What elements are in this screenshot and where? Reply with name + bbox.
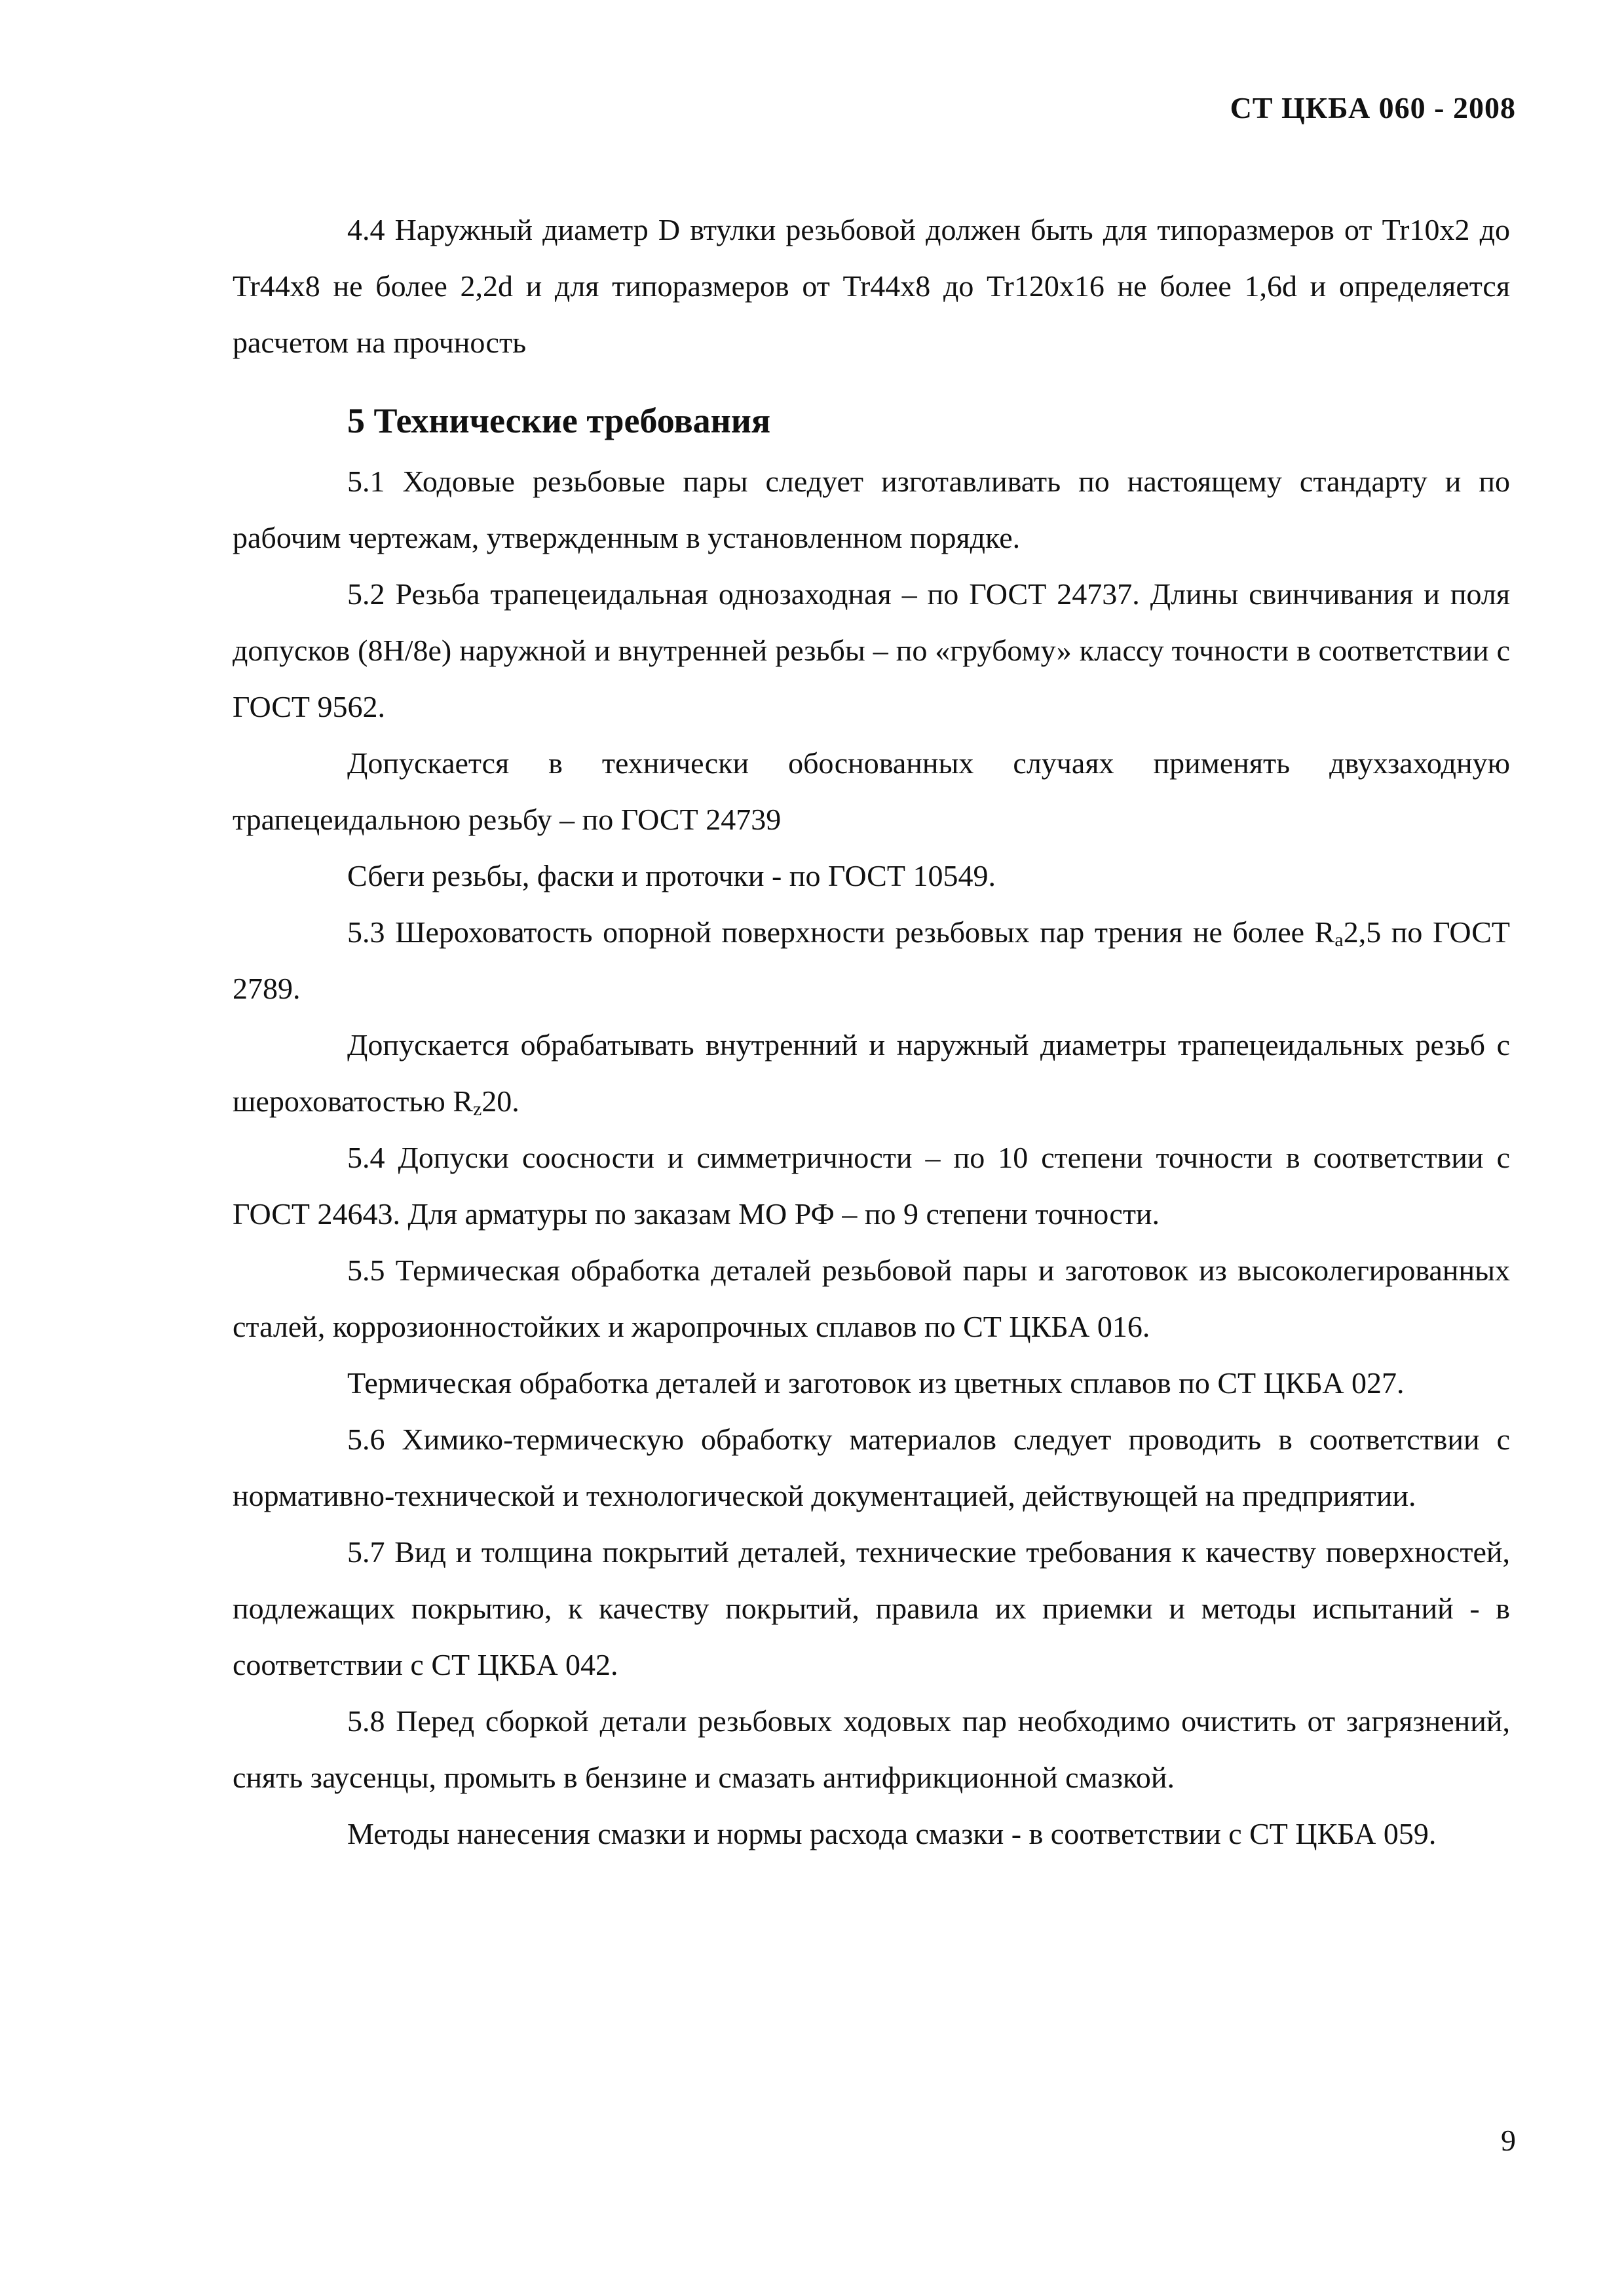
roughness-subscript-z: z (472, 1098, 482, 1120)
clause-5-7: 5.7 Вид и толщина покрытий деталей, технические требования к качеству поверхностей, подлежащих покрытию, к качеству покрытий, правила их приемки и методы испытаний - в соответствии с СТ ЦКБА 042. (233, 1535, 1510, 1681)
clause-5-1: 5.1 Ходовые резьбовые пары следует изготавливать по настоящему стандарту и по рабочим чертежам, утвержденным в установленном порядке. (233, 465, 1510, 554)
document-body (233, 202, 1510, 1862)
clause-5-6: 5.6 Химико-термическую обработку материалов следует проводить в соответствии с нормативно-технической и технологической документацией, действующей на предприятии. (233, 1423, 1510, 1512)
roughness-subscript-a: a (1334, 929, 1344, 951)
section-5-title: 5 Технические требования (347, 401, 771, 440)
clause-5-2-runouts: Сбеги резьбы, фаски и проточки - по ГОСТ 10549. (347, 859, 996, 892)
clause-5-3-permission (233, 1017, 1510, 1130)
clause-5-8: 5.8 Перед сборкой детали резьбовых ходовых пар необходимо очистить от загрязнений, снять заусенцы, промыть в бензине и смазать антифрикционной смазкой. (233, 1704, 1510, 1794)
clause-5-3-permission-tail: 20. (482, 1084, 519, 1118)
clause-5-8-lubrication: Методы нанесения смазки и нормы расхода смазки - в соответствии с СТ ЦКБА 059. (347, 1817, 1437, 1850)
document-header-id: СТ ЦКБА 060 - 2008 (1230, 91, 1516, 124)
clause-5-5: 5.5 Термическая обработка деталей резьбовой пары и заготовок из высоколегированных сталей, коррозионностойких и жаропрочных сплавов по СТ ЦКБА 016. (233, 1253, 1510, 1343)
clause-5-5-nonferrous: Термическая обработка деталей и заготовок из цветных сплавов по СТ ЦКБА 027. (347, 1366, 1405, 1400)
clause-5-3-tail: 2,5 по ГОСТ 2789. (233, 915, 1510, 1005)
clause-4-4: 4.4 Наружный диаметр D втулки резьбовой должен быть для типоразмеров от Tr10х2 до Tr44х8 не более 2,2d и для типоразмеров от Tr44х8 до Tr120х16 не более 1,6d и определяется расчетом на прочность (233, 213, 1510, 359)
clause-5-2: 5.2 Резьба трапецеидальная однозаходная – по ГОСТ 24737. Длины свинчивания и поля допусков (8Н/8е) наружной и внутренней резьбы – по «грубому» классу точности в соответствии с ГОСТ 9562. (233, 577, 1510, 723)
clause-5-2-permission: Допускается в технически обоснованных случаях применять двухзаходную трапецеидальною резьбу – по ГОСТ 24739 (233, 746, 1510, 836)
clause-5-4: 5.4 Допуски соосности и симметричности – по 10 степени точности в соответствии с ГОСТ 24643. Для арматуры по заказам МО РФ – по 9 степени точности. (233, 1141, 1510, 1231)
clause-5-3-permission-lead: Допускается обрабатывать внутренний и наружный диаметры трапецеидальных резьб с шероховатостью R (233, 1028, 1510, 1118)
page-number: 9 (1501, 2124, 1516, 2157)
clause-5-3-lead: 5.3 Шероховатость опорной поверхности резьбовых пар трения не более R (347, 915, 1335, 949)
clause-5-3 (233, 904, 1510, 1017)
